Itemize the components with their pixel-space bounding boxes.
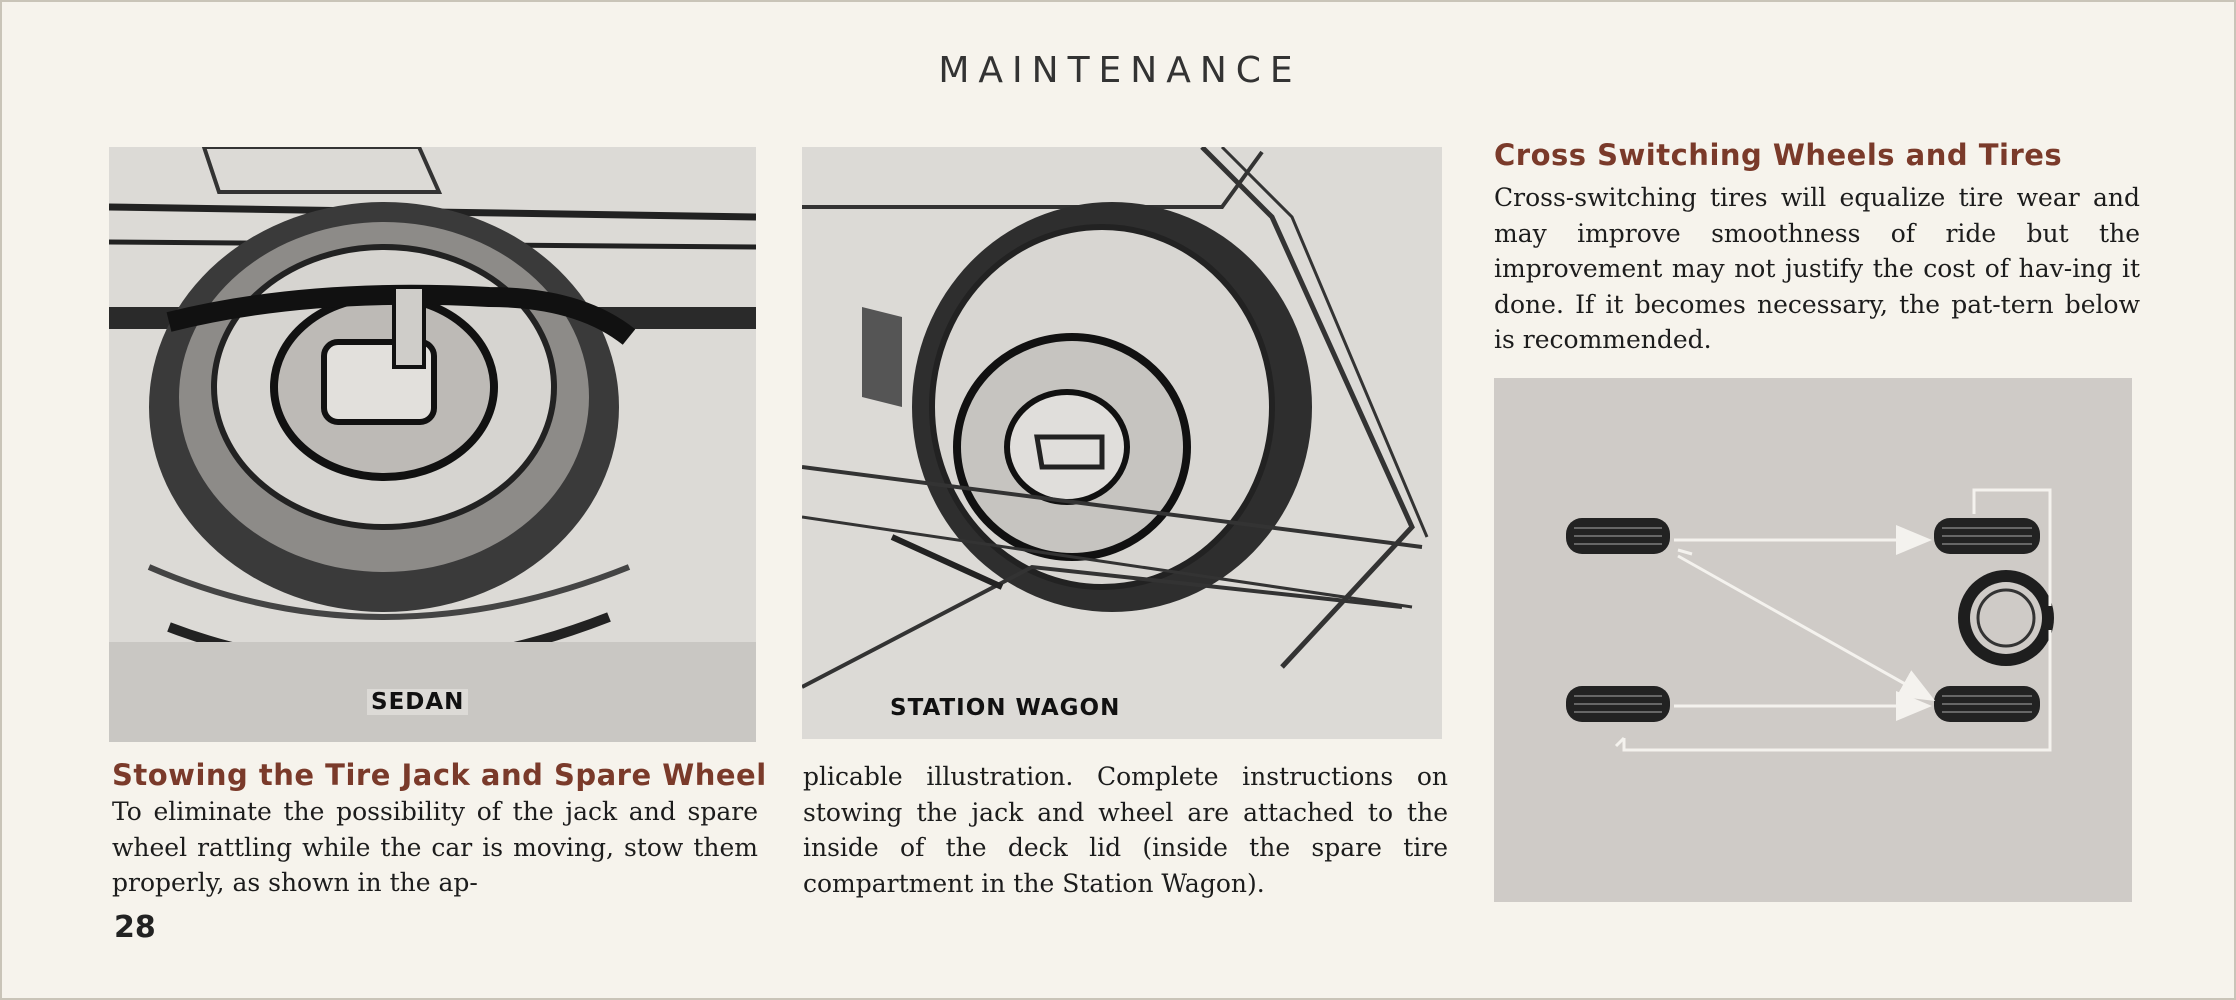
section-header: MAINTENANCE xyxy=(938,50,1302,91)
sedan-illustration xyxy=(109,147,756,742)
tire-front-right xyxy=(1934,518,2040,554)
sedan-spare-tire-photo xyxy=(109,147,756,742)
tire-rear-right xyxy=(1934,686,2040,722)
wagon-caption: STATION WAGON xyxy=(886,695,1124,721)
stowing-body-right: plicable illustration. Complete instructions on stowing the jack and wheel are attached to the inside of the deck lid (inside the spare tire compartment in the Station Wagon). xyxy=(803,762,1448,898)
spare-tire xyxy=(1958,570,2054,666)
wagon-illustration xyxy=(802,147,1442,739)
page-number: 28 xyxy=(114,910,156,945)
tire-rear-left xyxy=(1566,686,1670,722)
sedan-caption: SEDAN xyxy=(367,689,468,715)
stowing-body-left: To eliminate the possibility of the jack and spare wheel rattling while the car is moving, stow them properly, as shown in the ap- xyxy=(112,797,758,897)
tire-front-left xyxy=(1566,518,1670,554)
stowing-heading: Stowing the Tire Jack and Spare Wheel xyxy=(112,758,767,792)
rotation-pattern xyxy=(1494,378,2132,902)
wagon-spare-tire-photo xyxy=(802,147,1442,739)
cross-switching-body: Cross-switching tires will equalize tire wear and may improve smoothness of ride but the improvement may not justify the cost of hav-ing it done. If it becomes necessary, the pat-tern below is recommended. xyxy=(1494,183,2140,354)
tire-rotation-diagram xyxy=(1494,378,2132,902)
cross-switching-heading: Cross Switching Wheels and Tires xyxy=(1494,138,2063,172)
